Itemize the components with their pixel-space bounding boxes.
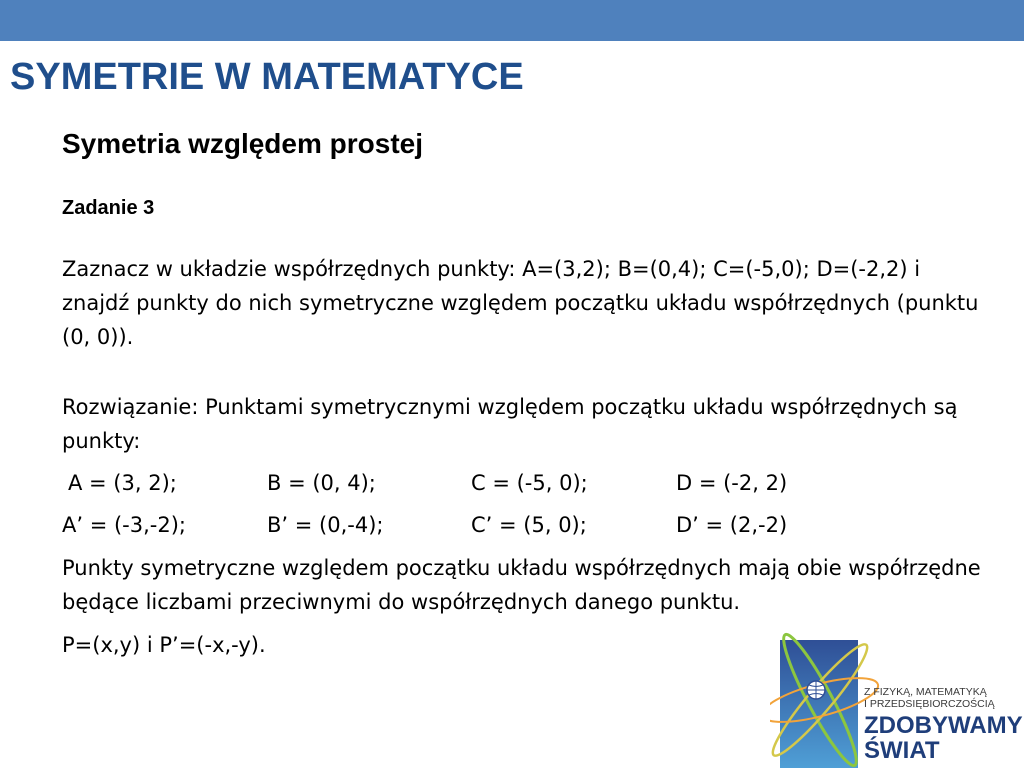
slide-subtitle: Symetria względem prostej — [62, 128, 424, 159]
logo-tagline-line1: Z FIZYKĄ, MATEMATYKĄ — [864, 686, 987, 698]
project-logo — [770, 622, 1024, 768]
task-label: Zadanie 3 — [62, 197, 155, 219]
conclusion-paragraph: Punkty symetryczne względem początku układu współrzędnych mają obie współrzędne będące liczbami przeciwnymi do współrzędnych danego punktu. — [62, 556, 981, 614]
point-d: D = (-2, 2) — [676, 471, 788, 495]
conclusion-text — [62, 551, 982, 619]
logo-tagline-line2: I PRZEDSIĘBIORCZOŚCIĄ — [864, 698, 995, 710]
symmetric-points-row — [62, 508, 962, 542]
top-bar — [0, 0, 1024, 41]
points-row — [62, 466, 962, 500]
point-a: A = (3, 2); — [68, 471, 177, 495]
solution-paragraph: Rozwiązanie: Punktami symetrycznymi względem początku układu współrzędnych są punkty: — [62, 395, 958, 453]
formula: P=(x,y) i P’=(-x,-y). — [62, 633, 266, 657]
logo-blue-panel — [780, 640, 858, 768]
solution-text — [62, 390, 982, 458]
point-b: B = (0, 4); — [267, 471, 376, 495]
slide-title: SYMETRIE W MATEMATYCE — [10, 56, 524, 98]
logo-name-line1: ZDOBYWAMY — [864, 712, 1023, 739]
logo-name — [864, 713, 1023, 763]
task-text — [62, 252, 982, 354]
logo-tagline — [864, 686, 995, 710]
point-b-prime: B’ = (0,-4); — [267, 513, 384, 537]
point-c-prime: C’ = (5, 0); — [471, 513, 587, 537]
logo-name-line2: ŚWIAT — [864, 737, 940, 764]
point-d-prime: D’ = (2,-2) — [676, 513, 788, 537]
task-paragraph: Zaznacz w układzie współrzędnych punkty: A=(3,2); B=(0,4); C=(-5,0); D=(-2,2) i znajdź punkty do nich symetryczne względem początku układu współrzędnych (punktu (0, 0)). — [62, 257, 979, 349]
point-a-prime: A’ = (-3,-2); — [62, 513, 187, 537]
point-c: C = (-5, 0); — [471, 471, 588, 495]
